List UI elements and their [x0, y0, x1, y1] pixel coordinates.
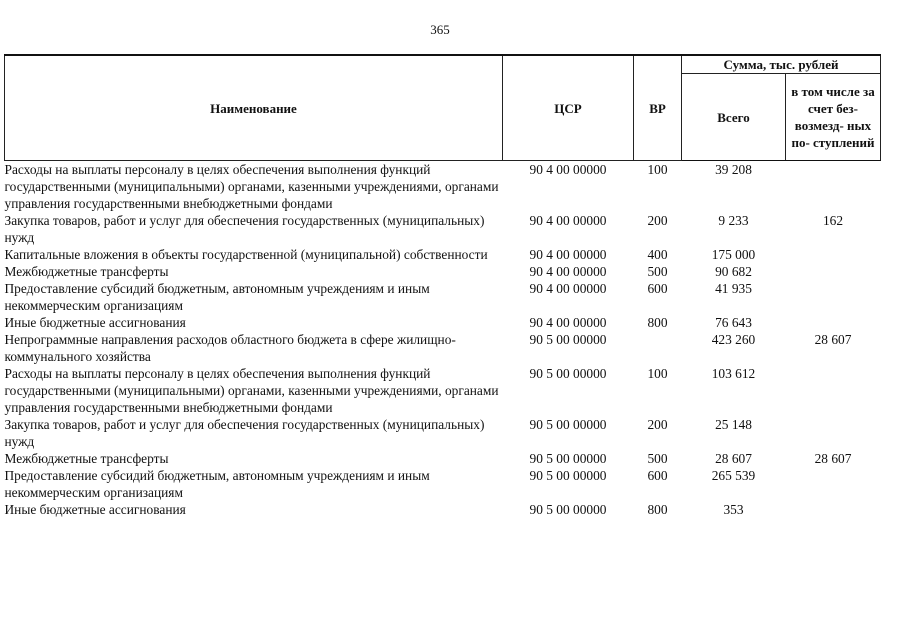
row-csr: 90 4 00 00000	[529, 315, 607, 330]
row-name: Расходы на выплаты персоналу в целях обеспечения выполнения функций государственными (муниципальными) органами, казенными учреждениями, органами управления государственными внебюджетными фондами	[4, 366, 499, 415]
row-vr: 100	[647, 366, 668, 381]
header-name: Наименование	[5, 55, 503, 161]
row-vr	[634, 331, 682, 365]
table-row	[5, 450, 881, 467]
page-number: 365	[430, 22, 450, 37]
row-name: Закупка товаров, работ и услуг для обеспечения государственных (муниципальных) нужд	[4, 417, 485, 449]
row-free-receipts: 162	[822, 213, 844, 228]
row-total: 39 208	[715, 162, 752, 177]
row-free-receipts	[786, 365, 881, 416]
row-total: 353	[723, 502, 744, 517]
row-free-receipts: 28 607	[814, 451, 852, 466]
row-free-receipts	[786, 416, 881, 450]
row-csr: 90 5 00 00000	[529, 468, 607, 483]
table-row	[5, 467, 881, 501]
row-name: Иные бюджетные ассигнования	[4, 502, 186, 517]
row-name: Иные бюджетные ассигнования	[4, 315, 186, 330]
table-row	[5, 501, 881, 518]
row-vr: 500	[647, 451, 668, 466]
header-free-receipts: в том числе за счет без- возмезд- ных по- ступлений	[786, 74, 881, 161]
row-total: 9 233	[718, 213, 749, 228]
header-csr: ЦСР	[503, 55, 634, 161]
row-csr: 90 5 00 00000	[529, 332, 607, 347]
row-vr: 500	[647, 264, 668, 279]
row-total: 103 612	[711, 366, 756, 381]
row-total: 76 643	[715, 315, 752, 330]
row-csr: 90 5 00 00000	[529, 502, 607, 517]
header-vr: ВР	[634, 55, 682, 161]
row-free-receipts: 28 607	[814, 332, 852, 347]
row-free-receipts	[786, 263, 881, 280]
row-vr: 200	[647, 213, 668, 228]
row-free-receipts	[786, 501, 881, 518]
row-csr: 90 5 00 00000	[529, 417, 607, 432]
table-row	[5, 161, 881, 213]
budget-table	[4, 54, 881, 518]
row-name: Межбюджетные трансферты	[4, 264, 169, 279]
row-total: 25 148	[715, 417, 752, 432]
row-vr: 400	[647, 247, 668, 262]
row-csr: 90 4 00 00000	[529, 213, 607, 228]
row-free-receipts	[786, 280, 881, 314]
table-row	[5, 263, 881, 280]
row-total: 28 607	[715, 451, 752, 466]
table-row	[5, 314, 881, 331]
row-name: Капитальные вложения в объекты государственной (муниципальной) собственности	[4, 247, 488, 262]
row-csr: 90 4 00 00000	[529, 247, 607, 262]
row-vr: 800	[647, 315, 668, 330]
row-total: 423 260	[711, 332, 756, 347]
row-total: 41 935	[715, 281, 752, 296]
table-row	[5, 212, 881, 246]
row-name: Межбюджетные трансферты	[4, 451, 169, 466]
row-free-receipts	[786, 246, 881, 263]
table-row	[5, 331, 881, 365]
row-csr: 90 5 00 00000	[529, 366, 607, 381]
row-vr: 600	[647, 281, 668, 296]
row-total: 90 682	[715, 264, 752, 279]
row-free-receipts	[786, 467, 881, 501]
row-csr: 90 5 00 00000	[529, 451, 607, 466]
row-csr: 90 4 00 00000	[529, 264, 607, 279]
row-name: Расходы на выплаты персоналу в целях обеспечения выполнения функций государственными (муниципальными) органами, казенными учреждениями, органами управления государственными внебюджетными фондами	[4, 162, 499, 211]
row-vr: 200	[647, 417, 668, 432]
row-total: 265 539	[711, 468, 756, 483]
row-vr: 600	[647, 468, 668, 483]
table-body	[5, 161, 881, 519]
table-row	[5, 416, 881, 450]
row-name: Закупка товаров, работ и услуг для обеспечения государственных (муниципальных) нужд	[4, 213, 485, 245]
table-row	[5, 365, 881, 416]
header-total: Всего	[682, 74, 786, 161]
row-csr: 90 4 00 00000	[529, 162, 607, 177]
row-csr: 90 4 00 00000	[529, 281, 607, 296]
row-name: Предоставление субсидий бюджетным, автономным учреждениям и иным некоммерческим организациям	[4, 468, 430, 500]
row-free-receipts	[786, 314, 881, 331]
table-header	[5, 55, 881, 161]
row-name: Предоставление субсидий бюджетным, автономным учреждениям и иным некоммерческим организациям	[4, 281, 430, 313]
table-row	[5, 280, 881, 314]
row-vr: 100	[647, 162, 668, 177]
row-vr: 800	[647, 502, 668, 517]
row-name: Непрограммные направления расходов областного бюджета в сфере жилищно-коммунального хозяйства	[4, 332, 456, 364]
header-sum-group: Сумма, тыс. рублей	[682, 55, 881, 74]
table-row	[5, 246, 881, 263]
row-free-receipts	[786, 161, 881, 213]
row-total: 175 000	[711, 247, 756, 262]
